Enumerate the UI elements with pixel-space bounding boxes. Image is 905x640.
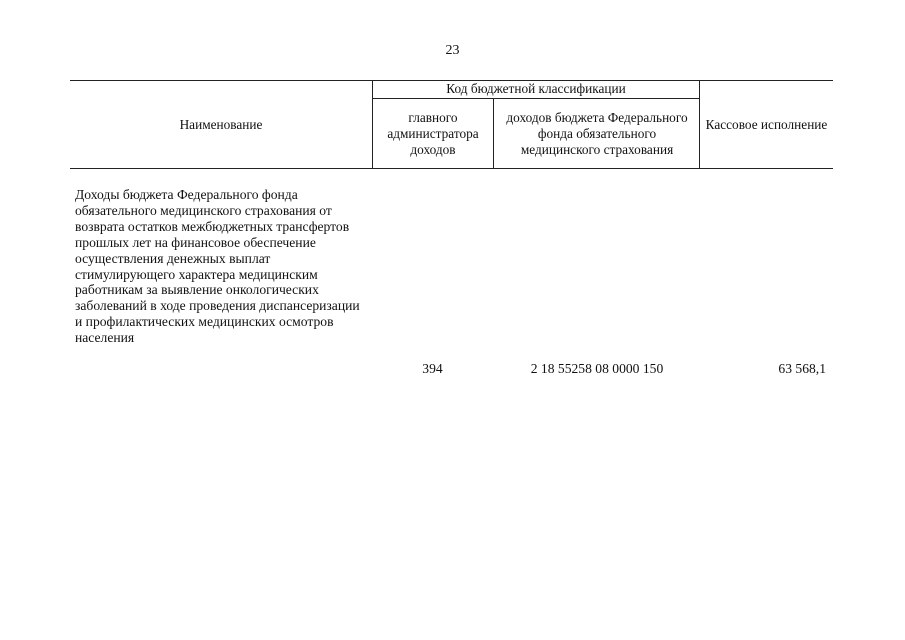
row-income-code: 2 18 55258 08 0000 150 (530, 361, 664, 376)
header-code-group: Код бюджетной классификации (446, 81, 626, 96)
header-name: Наименование (179, 116, 263, 132)
row-execution: 63 568,1 (778, 361, 826, 376)
header-income: доходов бюджета Федерального фонда обязательного медицинского страхования (506, 109, 688, 157)
table-header (70, 80, 833, 169)
header-execution: Кассовое исполнение (705, 116, 828, 132)
row-admin-code: 394 (422, 361, 443, 376)
header-divider-2 (493, 98, 494, 169)
row-name: Доходы бюджета Федерального фонда обязательного медицинского страхования от возврата остатков межбюджетных трансфертов прошлых лет на финансовое обеспечение осуществления денежных выплат стимулирующего характера медицинским работникам за выявление онкологических заболеваний в ходе проведения диспансеризации и профилактических медицинских осмотров населения (75, 187, 360, 346)
header-admin: главного администратора доходов (387, 109, 479, 157)
page-number: 23 (445, 43, 460, 58)
